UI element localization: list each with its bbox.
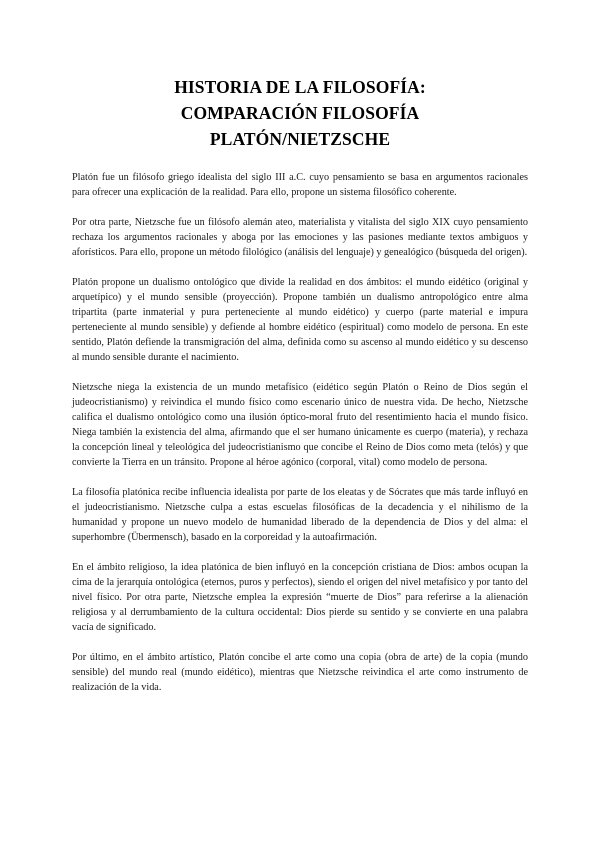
document-title [0,74,600,152]
paragraph-platon-dualismo: Platón propone un dualismo ontológico que divide la realidad en dos ámbitos: el mundo eidético (original y arquetípico) y el mundo sensible (proyección). Propone también un dualismo antropológico entre alma tripartita (parte inmaterial y pura perteneciente al mundo eidético) y cuerpo (parte material e impura perteneciente al mundo sensible) y defiende al hombre eidético (espiritual) como modelo de persona. En este sentido, Platón defiende la transmigración del alma, definida como su ascenso al mundo eidético y su descenso al mundo sensible durante el nacimiento. [72,277,528,363]
paragraph-ambito-religioso: En el ámbito religioso, la idea platónica de bien influyó en la concepción cristiana de Dios: ambos ocupan la cima de la jerarquía ontológica (eternos, puros y perfectos), siendo el origen del nivel metafísico y por tanto del nivel físico. Por otra parte, Nietzsche emplea la expresión “muerte de Dios” para referirse a la alienación religiosa y al derrumbamiento de la cultura occidental: Dios pierde su sentido y se convierte en una palabra vacía de significado. [72,562,528,633]
paragraph-nietzsche-intro: Por otra parte, Nietzsche fue un filósofo alemán ateo, materialista y vitalista del siglo XIX cuyo pensamiento rechaza los argumentos racionales y aboga por las emociones y las pasiones mediante textos ambiguos y aforísticos. Para ello, propone un método filológico (análisis del lenguaje) y genealógico (búsqueda del origen). [72,217,528,258]
paragraph-platon-intro: Platón fue un filósofo griego idealista del siglo III a.C. cuyo pensamiento se basa en argumentos racionales para ofrecer una explicación de la realidad. Para ello, propone un sistema filosófico coherente. [72,172,528,198]
paragraph-ambito-artistico: Por último, en el ámbito artístico, Platón concibe el arte como una copia (obra de arte) de la copia (mundo sensible) del mundo real (mundo eidético), mientras que Nietzsche reivindica el arte como instrumento de realización de la vida. [72,652,528,693]
paragraph-influencias: La filosofía platónica recibe influencia idealista por parte de los eleatas y de Sócrates que más tarde influyó en el judeocristianismo. Nietzsche culpa a estas escuelas filosóficas de la decadencia y el nihilismo de la humanidad y propone un nuevo modelo de humanidad liberado de la dependencia de Dios y del alma: el superhombre (Übermensch), basado en la corporeidad y la autoafirmación. [72,487,528,543]
title-line-1: HISTORIA DE LA FILOSOFÍA: [174,77,426,97]
document-body [72,170,528,710]
paragraph-nietzsche-metafisica: Nietzsche niega la existencia de un mundo metafísico (eidético según Platón o Reino de Dios según el judeocristianismo) y reivindica el mundo físico como escenario único de nuestra vida. De hecho, Nietzsche califica el dualismo ontológico como una ilusión óptico-moral fruto del resentimiento hacia el mundo físico. Niega también la existencia del alma, afirmando que el ser humano únicamente es cuerpo (materia), y rechaza la concepción lineal y teleológica del judeocristianismo que concibe el Reino de Dios como meta (telós) y que convierte la Tierra en un tránsito. Propone al héroe agónico (corporal, vital) como modelo de persona. [72,382,528,468]
title-line-2: COMPARACIÓN FILOSOFÍA [180,103,420,123]
title-line-3: PLATÓN/NIETZSCHE [209,129,391,149]
